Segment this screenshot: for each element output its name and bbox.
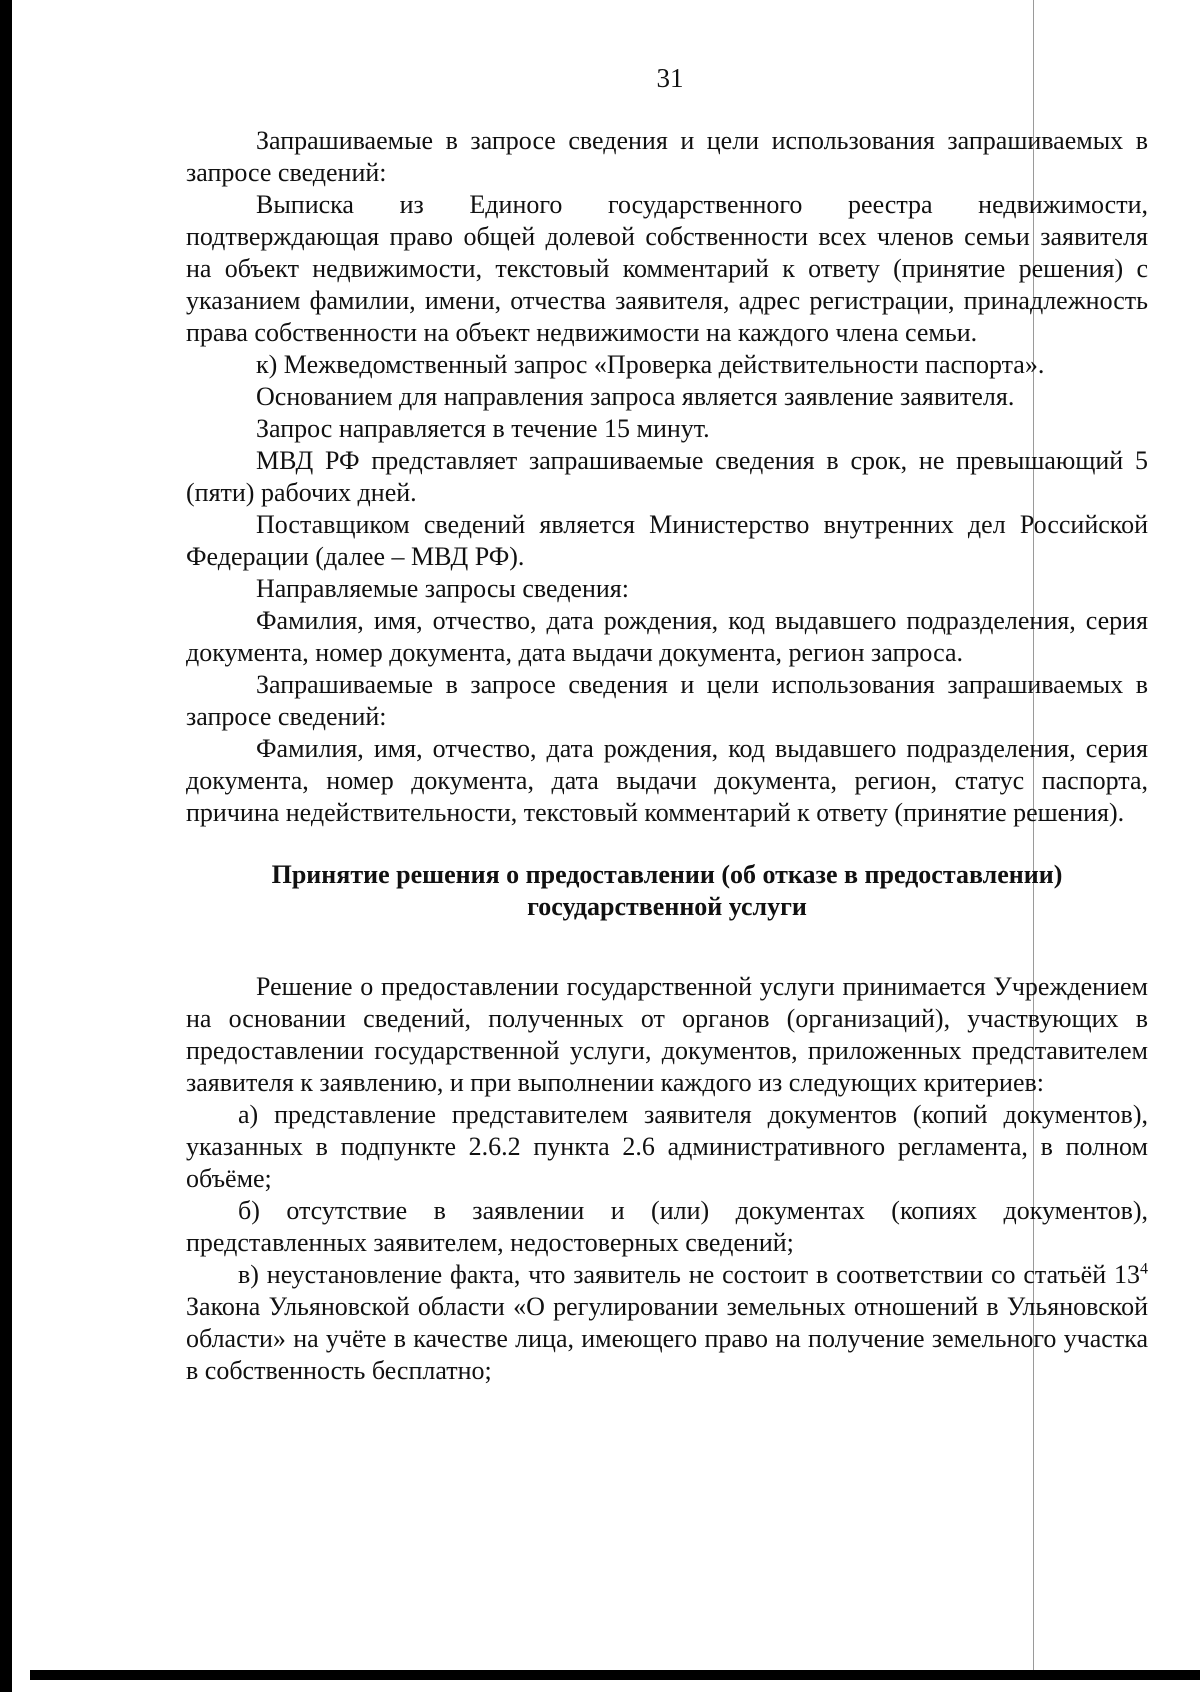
paragraph-requested-info: Запрашиваемые в запросе сведения и цели использования запрашиваемых в запросе сведений: bbox=[186, 126, 1148, 187]
paragraph-sent-fields: Фамилия, имя, отчество, дата рождения, код выдавшего подразделения, серия документа, номер документа, дата выдачи документа, регион запроса. bbox=[186, 606, 1148, 667]
criterion-b: б) отсутствие в заявлении и (или) документах (копиях документов), представленных заявителем, недостоверных сведений; bbox=[186, 1196, 1148, 1257]
paragraph-requested-info-2: Запрашиваемые в запросе сведения и цели использования запрашиваемых в запросе сведений: bbox=[186, 670, 1148, 731]
paragraph-decision-intro: Решение о предоставлении государственной услуги принимается Учреждением на основании сведений, полученных от органов (организаций), участвующих в предоставлении государственной услуги, документов, приложенных представителем заявителя к заявлению, и при выполнении каждого из следующих критериев: bbox=[186, 972, 1148, 1097]
criterion-v-text-start: в) неустановление факта, что заявитель не состоит в соответствии со статьёй 13 bbox=[238, 1260, 1140, 1289]
paragraph-egrn-extract: Выписка из Единого государственного реестра недвижимости, подтверждающая право общей долевой собственности всех членов семьи заявителя на объект недвижимости, текстовый комментарий к ответу (принятие решения) с указанием фамилии, имени, отчества заявителя, адрес регистрации, принадлежность права собственности на объект недвижимости на каждого члена семьи. bbox=[186, 190, 1148, 347]
paragraph-passport-request: к) Межведомственный запрос «Проверка действительности паспорта». bbox=[256, 350, 1045, 379]
criterion-a: а) представление представителем заявителя документов (копий документов), указанных в подпункте 2.6.2 пункта 2.6 административного регламента, в полном объёме; bbox=[186, 1100, 1148, 1193]
page-number: 31 bbox=[656, 63, 684, 93]
criterion-v bbox=[186, 1259, 1148, 1387]
scan-edge-left bbox=[0, 0, 12, 1692]
paragraph-request-timing: Запрос направляется в течение 15 минут. bbox=[256, 414, 710, 443]
document-body bbox=[186, 125, 1148, 1387]
paragraph-request-basis: Основанием для направления запроса является заявление заявителя. bbox=[256, 382, 1015, 411]
paragraph-sent-requests: Направляемые запросы сведения: bbox=[256, 574, 629, 603]
paragraph-mvd-deadline: МВД РФ представляет запрашиваемые сведения в срок, не превышающий 5 (пяти) рабочих дней. bbox=[186, 446, 1148, 507]
scan-edge-bottom bbox=[30, 1670, 1200, 1680]
criterion-v-text-end: Закона Ульяновской области «О регулировании земельных отношений в Ульяновской области» на учёте в качестве лица, имеющего право на получение земельного участка в собственность бесплатно; bbox=[186, 1292, 1148, 1385]
paragraph-response-fields: Фамилия, имя, отчество, дата рождения, код выдавшего подразделения, серия документа, номер документа, дата выдачи документа, регион, статус паспорта, причина недействительности, текстовый комментарий к ответу (принятие решения). bbox=[186, 734, 1148, 827]
article-superscript: 4 bbox=[1140, 1260, 1148, 1278]
section-heading: Принятие решения о предоставлении (об отказе в предоставлении) государственной услуги bbox=[271, 860, 1063, 921]
paragraph-provider: Поставщиком сведений является Министерство внутренних дел Российской Федерации (далее – МВД РФ). bbox=[186, 510, 1148, 571]
